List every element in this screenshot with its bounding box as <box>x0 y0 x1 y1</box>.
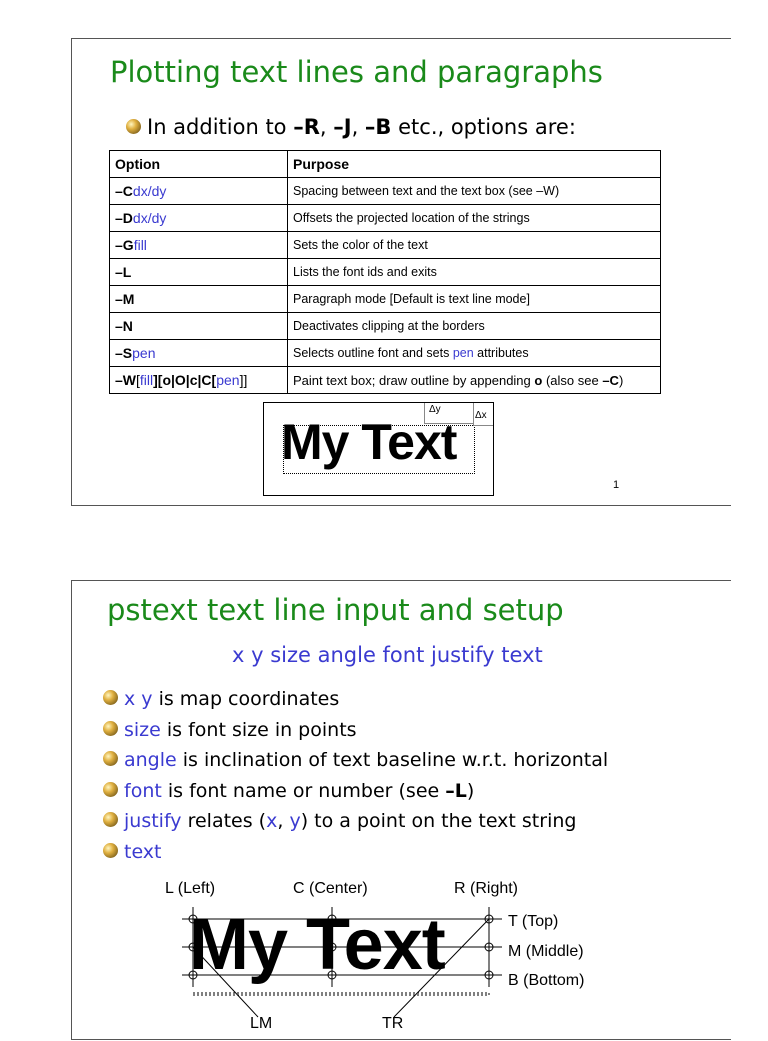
purpose-cell: Lists the font ids and exits <box>288 259 661 286</box>
field-desc: is font size in points <box>160 718 357 741</box>
column-header-option: Option <box>110 151 288 178</box>
list-item <box>103 715 608 746</box>
option-cell <box>110 367 288 394</box>
slide-2 <box>71 580 731 1040</box>
table-row <box>110 205 661 232</box>
intro-tail: etc., options are: <box>391 115 576 139</box>
option-cell <box>110 313 288 340</box>
delta-x-label: Δx <box>475 410 487 421</box>
label-center: C (Center) <box>293 880 368 897</box>
bullet-icon <box>103 843 118 858</box>
field-key: angle <box>124 749 177 771</box>
separator: , <box>351 115 365 139</box>
label-lm: LM <box>250 1015 273 1032</box>
purpose-bold: o <box>534 372 543 388</box>
field-desc: is map coordinates <box>152 688 340 710</box>
option-cell <box>110 178 288 205</box>
option-arg: fill <box>133 237 147 253</box>
slide-title: Plotting text lines and paragraphs <box>110 55 603 89</box>
purpose-cell: Spacing between text and the text box (see –W) <box>288 178 661 205</box>
separator: , <box>277 810 290 832</box>
label-left: L (Left) <box>165 880 216 897</box>
label-bottom: B (Bottom) <box>508 972 585 989</box>
coord-y: y <box>289 810 301 832</box>
table-row <box>110 340 661 367</box>
purpose-cell: Deactivates clipping at the borders <box>288 313 661 340</box>
intro-line <box>126 115 576 139</box>
option-flag: –D <box>115 210 133 226</box>
field-desc: is inclination of text baseline w.r.t. horizontal <box>176 749 609 771</box>
option-arg: fill <box>139 372 154 388</box>
purpose-cell: Offsets the projected location of the strings <box>288 205 661 232</box>
option-cell <box>110 232 288 259</box>
bullet-icon <box>126 119 141 134</box>
list-item <box>103 684 608 715</box>
option-cell <box>110 286 288 313</box>
column-header-purpose: Purpose <box>288 151 661 178</box>
slide-title: pstext text line input and setup <box>107 593 564 627</box>
option-cell <box>110 259 288 286</box>
text-box-example <box>263 402 494 496</box>
field-desc: relates ( <box>181 810 267 832</box>
purpose-text: attributes <box>473 346 529 360</box>
bracket: [ <box>136 372 140 388</box>
option-flag: –C <box>115 183 133 199</box>
label-top: T (Top) <box>508 913 559 930</box>
purpose-cell: Paragraph mode [Default is text line mode] <box>288 286 661 313</box>
field-key: text <box>124 840 162 863</box>
page-number: 1 <box>613 479 620 491</box>
purpose-cell: Sets the color of the text <box>288 232 661 259</box>
label-middle: M (Middle) <box>508 943 584 960</box>
option-l: –L <box>445 779 467 802</box>
option-arg: dx/dy <box>132 183 167 199</box>
lm-pointer <box>193 947 258 1017</box>
option-flag: –S <box>115 345 133 361</box>
option-b: –B <box>364 115 392 139</box>
purpose-text: ) <box>618 372 624 388</box>
field-key: justify <box>124 810 182 832</box>
diagram-text: My Text <box>189 905 445 985</box>
options-table <box>109 150 661 394</box>
syntax-line: x y size angle font justify text <box>232 643 543 667</box>
list-item <box>103 837 608 868</box>
example-text: My Text <box>281 414 457 470</box>
option-arg: pen <box>132 345 156 361</box>
table-row <box>110 259 661 286</box>
label-right: R (Right) <box>454 880 519 897</box>
option-modifiers: ][o|O|c|C[ <box>153 372 217 388</box>
field-list <box>103 684 608 867</box>
purpose-cell <box>288 340 661 367</box>
field-key: x y <box>124 688 153 710</box>
list-item <box>103 745 608 776</box>
label-tr: TR <box>382 1015 404 1032</box>
field-key: font <box>124 779 162 802</box>
field-key: size <box>124 718 161 741</box>
option-arg: dx/dy <box>132 210 167 226</box>
bullet-icon <box>103 721 118 736</box>
delta-y-label: Δy <box>429 404 441 415</box>
purpose-arg: pen <box>452 346 474 360</box>
purpose-text: Selects outline font and sets <box>293 346 453 360</box>
field-desc: is font name or number (see <box>161 779 446 802</box>
option-flag: –M <box>115 291 135 307</box>
purpose-text: Paint text box; draw outline by appending <box>293 372 535 388</box>
field-desc: ) <box>466 779 475 802</box>
list-item <box>103 806 608 837</box>
bullet-icon <box>103 690 118 705</box>
separator: , <box>319 115 334 139</box>
list-item <box>103 776 608 807</box>
tr-pointer <box>394 919 489 1017</box>
bullet-icon <box>103 751 118 766</box>
table-row <box>110 367 661 394</box>
coord-x: x <box>266 810 278 832</box>
bracket: ]] <box>239 372 248 388</box>
intro-text: In addition to <box>147 115 294 139</box>
table-row <box>110 286 661 313</box>
option-cell <box>110 205 288 232</box>
table-row <box>110 232 661 259</box>
option-flag: –G <box>115 237 134 253</box>
option-r: –R <box>293 115 320 139</box>
option-flag: –N <box>115 318 133 334</box>
option-flag: –W <box>115 372 136 388</box>
bullet-icon <box>103 782 118 797</box>
purpose-text: (also see <box>542 372 603 388</box>
purpose-flag: –C <box>602 372 619 388</box>
option-arg: pen <box>216 372 240 388</box>
bullet-icon <box>103 812 118 827</box>
slide-1 <box>71 38 731 506</box>
purpose-cell <box>288 367 661 394</box>
option-cell <box>110 340 288 367</box>
option-j: –J <box>333 115 352 139</box>
table-row <box>110 178 661 205</box>
field-desc: ) to a point on the text string <box>300 810 577 832</box>
option-flag: –L <box>115 264 132 280</box>
table-header-row <box>110 151 661 178</box>
justify-diagram <box>162 877 602 1041</box>
table-row <box>110 313 661 340</box>
